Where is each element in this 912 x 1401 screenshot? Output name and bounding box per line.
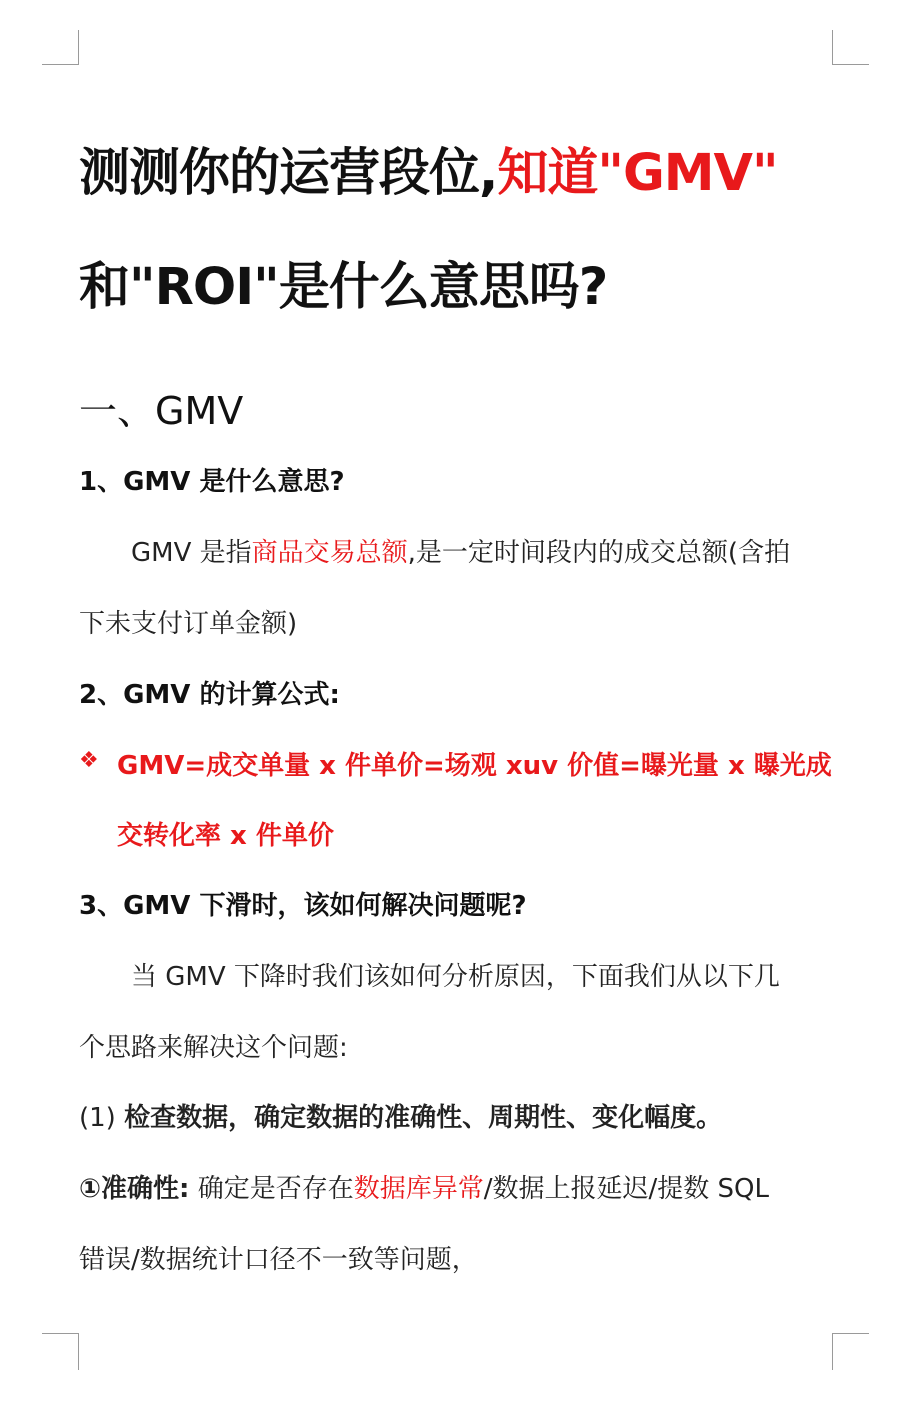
accuracy-highlight: 数据库异常 — [353, 1174, 484, 1204]
diamond-bullet-icon: ❖ — [79, 748, 99, 773]
q1-paragraph-line-1 — [131, 532, 790, 569]
step-1-bold-text: 检查数据，确定数据的准确性、周期性、变化幅度。 — [124, 1103, 723, 1133]
crop-mark-bottom-right — [832, 1333, 869, 1370]
title-black-part: 测测你的运营段位, — [79, 144, 498, 203]
q1-text-a: GMV 是指 — [131, 538, 252, 568]
q3-paragraph-line-1: 当 GMV 下降时我们该如何分析原因，下面我们从以下几 — [131, 962, 780, 992]
title-red-part: 知道"GMV" — [497, 144, 778, 203]
question-2-heading: 2、GMV 的计算公式: — [79, 680, 340, 710]
formula-line-2: 交转化率 x 件单价 — [117, 821, 334, 851]
title-line-1 — [79, 131, 778, 205]
accuracy-text-a: 确定是否存在 — [197, 1174, 354, 1204]
question-3-heading: 3、GMV 下滑时，该如何解决问题呢? — [79, 891, 527, 921]
crop-mark-bottom-left — [42, 1333, 79, 1370]
question-1-heading: 1、GMV 是什么意思? — [79, 467, 345, 497]
step-1 — [79, 1097, 722, 1134]
accuracy-line-2: 错误/数据统计口径不一致等问题， — [79, 1245, 478, 1275]
accuracy-line-1 — [79, 1168, 769, 1205]
section-heading-gmv: 一、GMV — [79, 389, 244, 433]
q3-paragraph-line-2: 个思路来解决这个问题: — [79, 1033, 348, 1063]
crop-mark-top-left — [42, 30, 79, 65]
q1-highlight: 商品交易总额 — [251, 538, 408, 568]
title-line-2: 和"ROI"是什么意思吗? — [79, 258, 608, 317]
formula-line-1: GMV=成交单量 x 件单价=场观 xuv 价值=曝光量 x 曝光成 — [117, 751, 832, 781]
accuracy-label: ①准确性: — [79, 1174, 190, 1204]
accuracy-text-b: /数据上报延迟/提数 SQL — [483, 1174, 769, 1204]
q1-paragraph-line-2: 下未支付订单金额) — [79, 609, 298, 639]
crop-mark-top-right — [832, 30, 869, 65]
step-1-prefix: (1) — [79, 1103, 116, 1133]
q1-text-b: ,是一定时间段内的成交总额(含拍 — [407, 538, 791, 568]
